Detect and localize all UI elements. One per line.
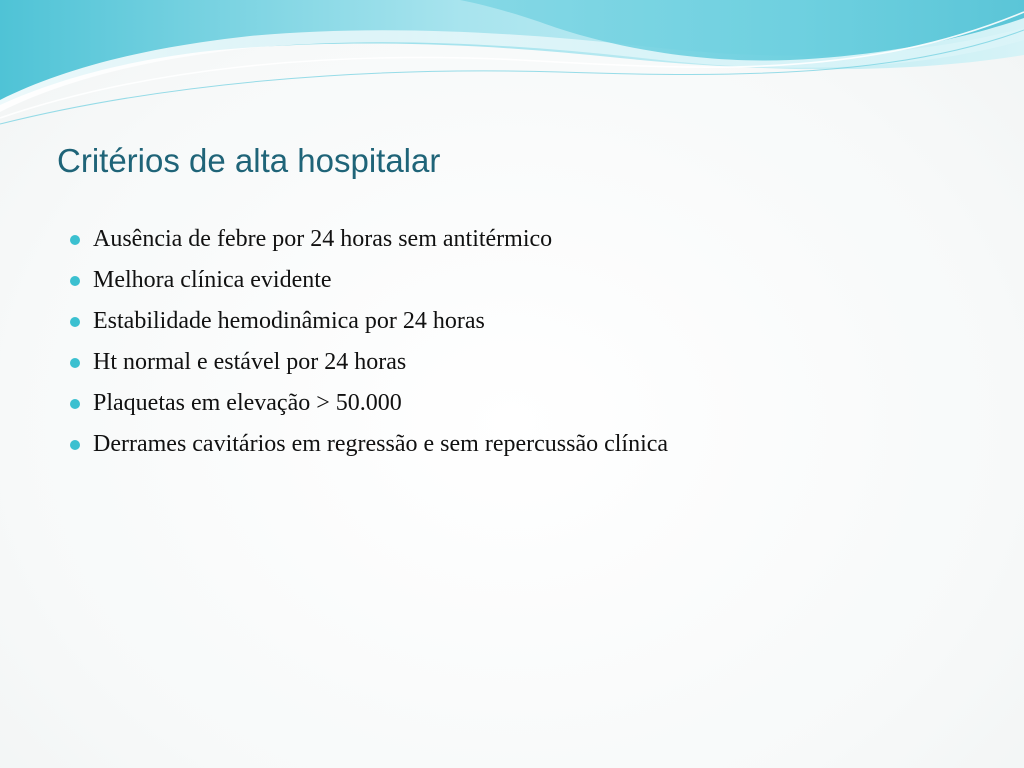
bullet-dot-icon (70, 399, 80, 409)
bullet-dot-icon (70, 358, 80, 368)
bullet-dot-icon (70, 317, 80, 327)
header-wave-decoration (0, 0, 1024, 130)
bullet-text: Derrames cavitários em regressão e sem repercussão clínica (93, 431, 669, 457)
bullet-text: Ausência de febre por 24 horas sem antitérmico (93, 226, 553, 252)
bullet-text: Plaquetas em elevação > 50.000 (93, 390, 402, 416)
slide-title: Critérios de alta hospitalar (57, 142, 441, 179)
bullet-text: Melhora clínica evidente (93, 267, 332, 293)
bullet-dot-icon (70, 440, 80, 450)
bullet-dot-icon (70, 276, 80, 286)
bullet-text: Estabilidade hemodinâmica por 24 horas (93, 308, 485, 334)
bullet-dot-icon (70, 235, 80, 245)
bullet-text: Ht normal e estável por 24 horas (93, 349, 407, 375)
